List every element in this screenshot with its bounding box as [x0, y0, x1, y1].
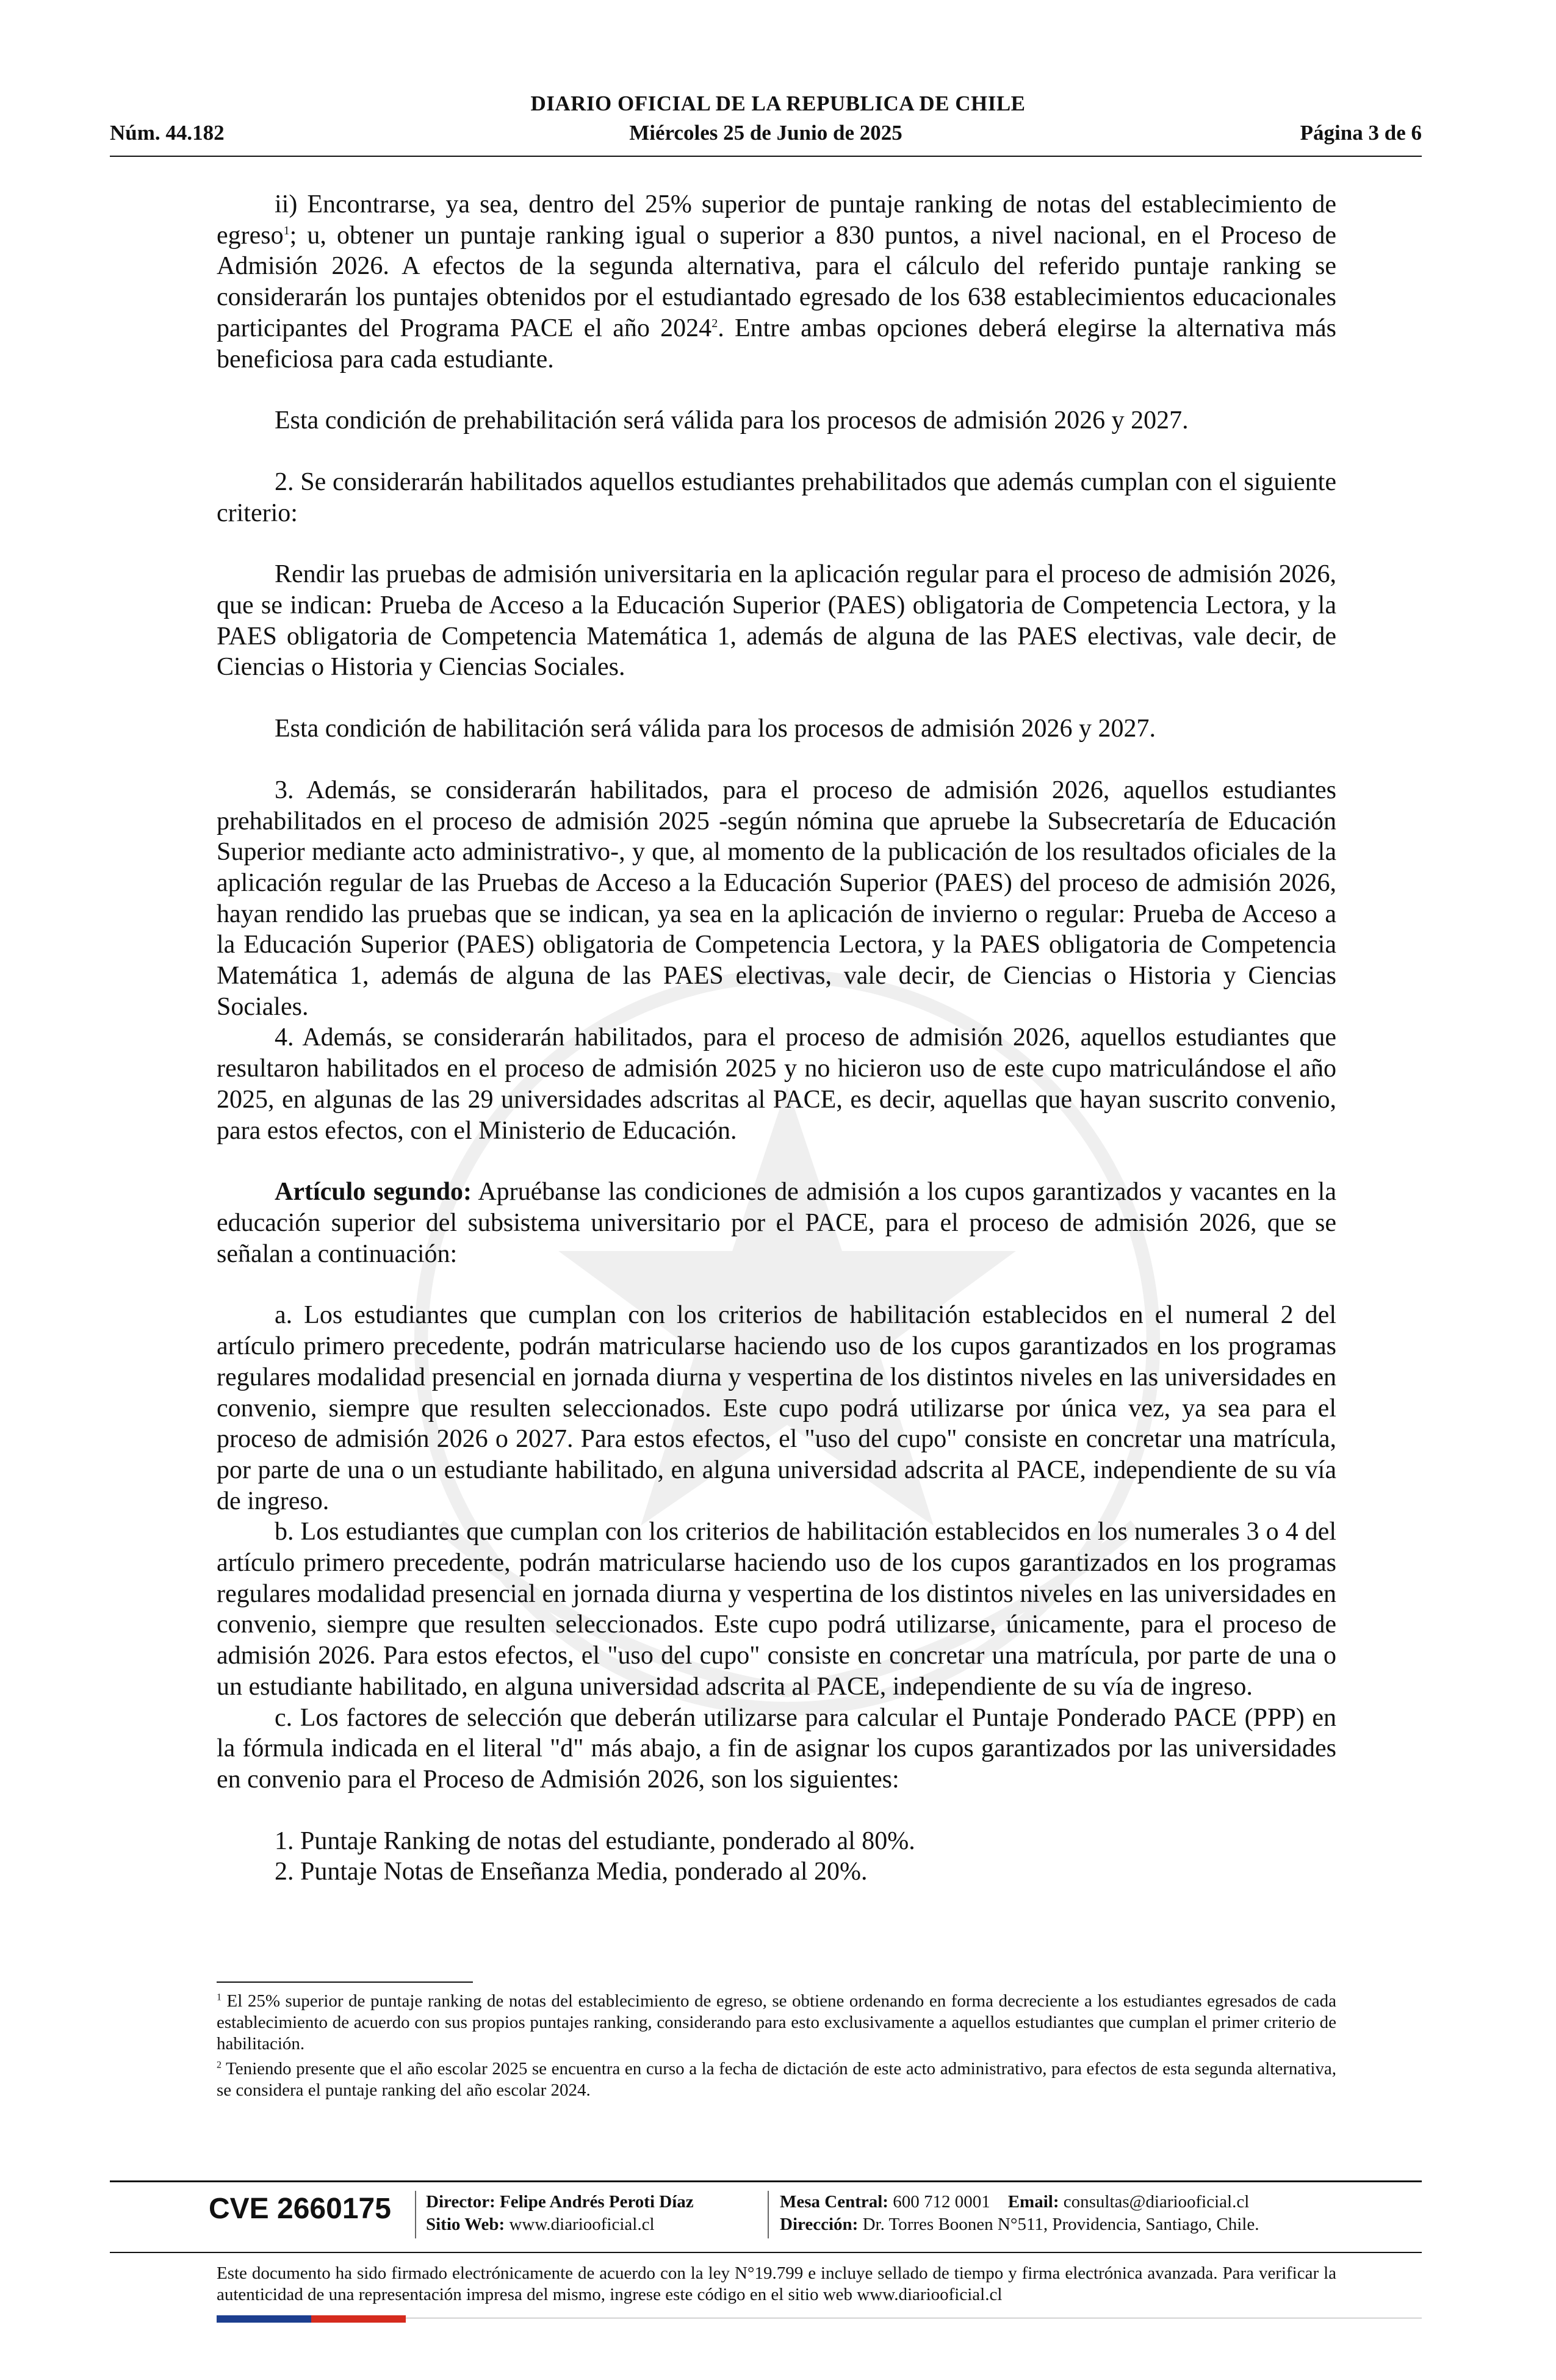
list-item-1: 1. Puntaje Ranking de notas del estudiante, ponderado al 80%. — [275, 1826, 915, 1855]
footer-divider-top — [110, 2180, 1422, 2182]
paragraph-item-4: 4. Además, se considerarán habilitados, para el proceso de admisión 2026, aquellos estudiantes que resultaron habilitados en el proceso de admisión 2025 y no hicieron uso de este cupo matriculándose el año 2025, en algunas de las 29 universidades adscritas al PACE, es decir, aquellas que hayan suscrito convenio, para estos efectos, con el Ministerio de Educación. — [217, 1023, 1336, 1145]
paragraph-item-2: 2. Se considerarán habilitados aquellos estudiantes prehabilitados que además cumplan con el siguiente criterio: — [217, 467, 1336, 527]
cve-code: CVE 2660175 — [209, 2193, 391, 2225]
footnote-ref-2: 2 — [711, 316, 718, 330]
newspaper-title: DIARIO OFICIAL DE LA REPUBLICA DE CHILE — [530, 92, 1026, 115]
footer-separator — [415, 2191, 416, 2238]
director-name: Felipe Andrés Peroti Díaz — [500, 2192, 694, 2212]
paragraph-a: a. Los estudiantes que cumplan con los criterios de habilitación establecidos en el numeral 2 del artículo primero precedente, podrán matricularse haciendo uso de los cupos garantizados en los programas regulares modalidad presencial en jornada diurna y vespertina de los distintos niveles en las universidades en convenio, siempre que resulten seleccionados. Este cupo podrá utilizarse por única vez, ya sea para el proceso de admisión 2026 o 2027. Para estos efectos, el "uso del cupo" consiste en concretar una matrícula, por parte de una o un estudiante habilitado, en alguna universidad adscrita al PACE, independiente de su vía de ingreso. — [217, 1301, 1336, 1515]
paragraph-criterion-ii: ii) Encontrarse, ya sea, dentro del 25% superior de puntaje ranking de notas del establecimiento de egreso$^1$; u, obtener un puntaje ranking igual o superior a 830 puntos, a nivel nacional, en el Proceso de Admisión 2026. A efectos de la segunda alternativa, para el cálculo del referido puntaje ranking se considerarán los puntajes obtenidos por el estudiantado egresado de los 638 establecimientos educacionales participantes del Programa PACE el año 2024$^2$. Entre ambas opciones deberá elegirse la alternativa más beneficiosa para cada estudiante. — [217, 190, 1337, 373]
issue-number: Núm. 44.182 — [110, 121, 225, 145]
footnotes — [217, 1991, 1336, 2105]
footnote-2: $^2$ Teniendo presente que el año escolar 2025 se encuentra en curso a la fecha de dictación de este acto administrativo, para efectos de esta segunda alternativa, se considera el puntaje ranking del año escolar 2024. — [217, 2059, 1336, 2100]
paragraph-render-tests: Rendir las pruebas de admisión universitaria en la aplicación regular para el proceso de admisión 2026, que se indican: Prueba de Acceso a la Educación Superior (PAES) obligatoria de Competencia Lectora, y la PAES obligatoria de Competencia Matemática 1, además de alguna de las PAES electivas, vale decir, de Ciencias o Historia y Ciencias Sociales. — [217, 560, 1336, 682]
flag-blue-segment — [217, 2315, 311, 2323]
address: Dr. Torres Boonen N°511, Providencia, Santiago, Chile. — [862, 2215, 1259, 2234]
paragraph-item-3: 3. Además, se considerarán habilitados, para el proceso de admisión 2026, aquellos estudiantes prehabilitados en el proceso de admisión 2025 -según nómina que apruebe la Subsecretaría de Educación Superior mediante acto administrativo-, y que, al momento de la publicación de los resultados oficiales de la aplicación regular de las Pruebas de Acceso a la Educación Superior (PAES) del proceso de admisión 2026, hayan rendido las pruebas que se indican, ya sea en la aplicación de invierno o regular: Prueba de Acceso a la Educación Superior (PAES) obligatoria de Competencia Lectora, y la PAES obligatoria de Competencia Matemática 1, además de alguna de las PAES electivas, vale decir, de Ciencias o Historia y Ciencias Sociales. — [217, 776, 1336, 1021]
footer-separator — [768, 2191, 769, 2238]
chile-flag-stripe — [217, 2315, 406, 2323]
website-link[interactable]: www.diariooficial.cl — [509, 2215, 655, 2234]
article-heading: Artículo segundo: — [275, 1178, 472, 1206]
footer-director-block: Director: Felipe Andrés Peroti Díaz Sitio Web: www.diariooficial.cl — [426, 2192, 694, 2234]
footer-contact-block: Mesa Central: 600 712 0001 Email: consultas@diariooficial.cl Dirección: Dr. Torres Boonen N°511, Providencia, Santiago, Chile. — [780, 2192, 1259, 2234]
paragraph-prehabilitation-validity: Esta condición de prehabilitación será válida para los procesos de admisión 2026 y 2027. — [275, 406, 1189, 435]
issue-date: Miércoles 25 de Junio de 2025 — [629, 121, 902, 145]
legal-notice: Este documento ha sido firmado electrónicamente de acuerdo con la ley N°19.799 e incluye sellado de tiempo y firma electrónica avanzada. Para verificar la autenticidad de una representación impresa del mismo, ingrese este código en el sitio web www.diariooficial.cl — [217, 2263, 1336, 2304]
header-divider — [110, 156, 1422, 157]
footer-divider-bottom — [110, 2252, 1422, 2253]
list-item-2: 2. Puntaje Notas de Enseñanza Media, ponderado al 20%. — [275, 1858, 868, 1886]
footnote-1: $^1$ El 25% superior de puntaje ranking de notas del establecimiento de egreso, se obtiene ordenando en forma decreciente a los estudiantes egresados de cada establecimiento de acuerdo con sus propios puntajes ranking, considerando para esto exclusivamente a aquellos estudiantes que cumplan el primer criterio de habilitación. — [217, 1991, 1337, 2054]
footnote-divider — [217, 1982, 473, 1983]
paragraph-b: b. Los estudiantes que cumplan con los criterios de habilitación establecidos en los numerales 3 o 4 del artículo primero precedente, podrán matricularse haciendo uso de los cupos garantizados en los programas regulares modalidad presencial en jornada diurna y vespertina de los distintos niveles en las universidades en convenio, siempre que resulten seleccionados. Este cupo podrá utilizarse, únicamente, para el proceso de admisión 2026. Para estos efectos, el "uso del cupo" consiste en concretar una matrícula, por parte de una o un estudiante habilitado, en alguna universidad adscrita al PACE, independiente de su vía de ingreso. — [217, 1518, 1336, 1701]
document-body — [217, 189, 1336, 1888]
flag-red-segment — [311, 2315, 406, 2323]
paragraph-article-2: Artículo segundo: Apruébanse las condiciones de admisión a los cupos garantizados y vacantes en la educación superior del subsistema universitario por el PACE, para el proceso de admisión 2026, que se señalan a continuación: — [217, 1178, 1336, 1268]
paragraph-habilitation-validity: Esta condición de habilitación será válida para los procesos de admisión 2026 y 2027. — [275, 715, 1156, 743]
email-link[interactable]: consultas@diariooficial.cl — [1063, 2192, 1250, 2212]
footnote-ref-1: 1 — [283, 223, 290, 237]
page-indicator: Página 3 de 6 — [1300, 121, 1422, 145]
paragraph-c: c. Los factores de selección que deberán utilizarse para calcular el Puntaje Ponderado PACE (PPP) en la fórmula indicada en el literal "d" más abajo, a fin de asignar los cupos garantizados por las universidades en convenio para el Proceso de Admisión 2026, son los siguientes: — [217, 1703, 1336, 1794]
phone-number: 600 712 0001 — [893, 2192, 990, 2212]
